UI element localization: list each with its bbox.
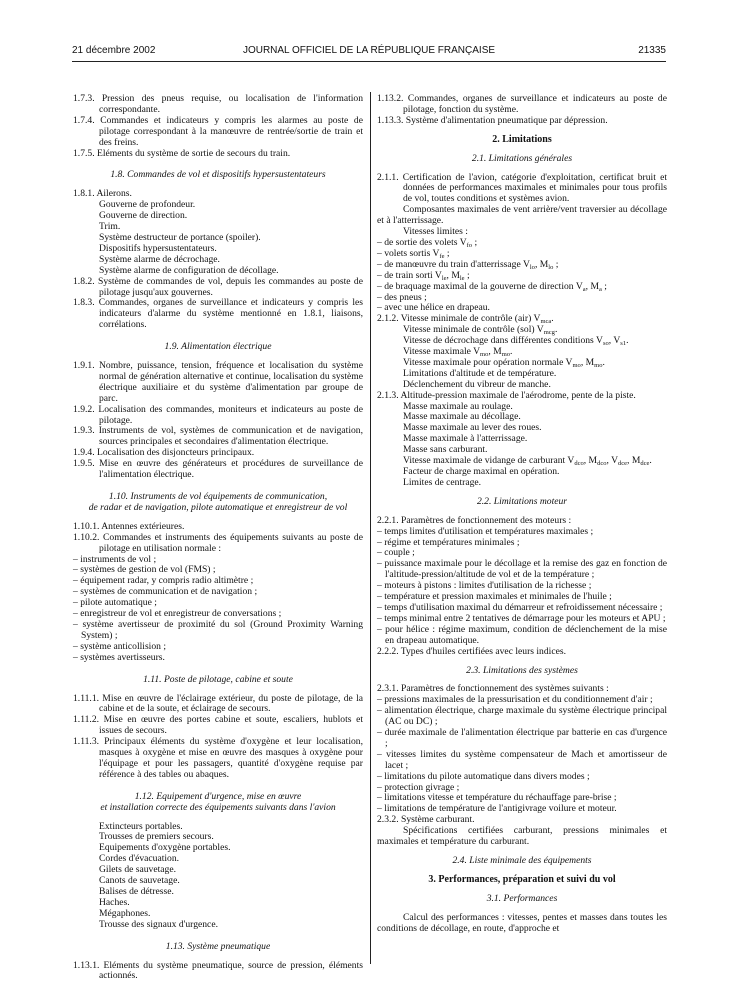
paragraph-2-2-2: 2.2.2. Types d'huiles certifiées avec leurs indices.: [377, 645, 566, 657]
list-item: – systèmes avertisseurs.: [73, 651, 165, 663]
paragraph-1-9-3: 1.9.3. Instruments de vol, systèmes de communication et de navigation, sources principales et secondaires d'alimentation électrique.: [73, 425, 363, 448]
paragraph-1-9-2: 1.9.2. Localisation des commandes, moniteurs et indicateurs au poste de pilotage.: [73, 403, 363, 426]
list-item: Déclenchement du vibreur de manche.: [403, 378, 551, 390]
list-item: – systèmes de gestion de vol (FMS) ;: [73, 564, 216, 576]
left-column: [73, 94, 363, 982]
paragraph-wind: Composantes maximales de vent arrière/vent traversier au décollage et à l'atterrissage.: [377, 204, 667, 227]
section-heading-1-12: 1.12. Equipement d'urgence, mise en œuvre: [134, 790, 302, 802]
list-item: Trousses de premiers secours.: [99, 831, 214, 843]
list-item: Mégaphones.: [99, 907, 151, 919]
list-item: Système alarme de configuration de décollage.: [99, 264, 279, 276]
chapter-heading-2: 2. Limitations: [492, 133, 552, 145]
list-item: Masse maximale au roulage.: [403, 400, 513, 412]
list-item: Masse sans carburant.: [403, 444, 488, 456]
list-item: Canots de sauvetage.: [99, 875, 180, 887]
list-item: Vitesse maximale $V_{mo}$, $M_{mo}$.: [403, 346, 513, 359]
paragraph-1-9-4: 1.9.4. Localisation des disjoncteurs principaux.: [73, 447, 255, 459]
list-item: Gouverne de direction.: [99, 210, 188, 222]
paragraph-1-8-1: 1.8.1. Ailerons.: [73, 188, 132, 200]
paragraph-1-10-1: 1.10.1. Antennes extérieures.: [73, 520, 185, 532]
page-number: 21335: [638, 45, 666, 56]
paragraph-2-3-2: 2.3.2. Système carburant.: [377, 814, 475, 826]
list-item: Facteur de charge maximal en opération.: [403, 466, 560, 477]
section-heading-2-1: 2.1. Limitations générales: [471, 152, 573, 164]
paragraph-1-7-3: 1.7.3. Pression des pneus requise, ou localisation de l'information correspondante.: [73, 93, 363, 115]
paragraph-speed-limits: Vitesses limites :: [403, 226, 468, 238]
right-column: [377, 94, 667, 935]
paragraph-performances: Calcul des performances : vitesses, pentes et masses dans toutes les conditions de décollage, en route, d'approche et: [377, 911, 667, 934]
list-item: Haches.: [99, 896, 130, 908]
list-item: – systèmes de communication et de navigation ;: [73, 586, 258, 598]
list-item: – limitations du pilote automatique dans divers modes ;: [377, 770, 590, 782]
list-item: – temps d'utilisation maximal du démarreur et refroidissement nécessaire ;: [377, 601, 663, 613]
list-item: Dispositifs hypersustentateurs.: [99, 242, 217, 254]
list-item: – de train sorti $V_{le}$, $M_{le}$ ;: [377, 269, 470, 282]
list-item: Extincteurs portables.: [99, 820, 183, 832]
list-item: – alimentation électrique, charge maximale du système électrique principal (AC ou DC) ;: [377, 705, 667, 728]
header-date: 21 décembre 2002: [72, 45, 156, 56]
list-item: – moteurs à pistons : limites d'utilisation de la richesse ;: [377, 580, 592, 592]
list-item: – temps limites d'utilisation et températures maximales ;: [377, 525, 594, 537]
list-item: Masse maximale à l'atterrissage.: [403, 433, 528, 445]
list-item: – pour hélice : régime maximum, condition de déclenchement de la mise en drapeau automatique.: [377, 623, 667, 646]
list-item: – instruments de vol ;: [73, 553, 157, 565]
list-item: Masse maximale au décollage.: [403, 411, 521, 423]
list-item: Système alarme de décrochage.: [99, 253, 220, 265]
paragraph-1-7-5: 1.7.5. Eléments du système de sortie de secours du train.: [73, 147, 291, 159]
paragraph-2-1-3: 2.1.3. Altitude-pression maximale de l'aérodrome, pente de la piste.: [377, 389, 636, 401]
paragraph-2-1-1: 2.1.1. Certification de l'avion, catégorie d'exploitation, certificat bruit et données de performances maximales et minimales pour tous profils de vol, toutes conditions et systèmes avion.: [377, 171, 667, 205]
paragraph-1-9-1: 1.9.1. Nombre, puissance, tension, fréquence et localisation du système normal de génération alternative et continue, localisation du système électrique auxiliaire et du système d'alimentation par groupe de parc.: [73, 360, 363, 404]
paragraph-1-8-2: 1.8.2. Système de commandes de vol, depuis les commandes au poste de pilotage jusqu'aux gouvernes.: [73, 275, 363, 298]
list-item: – vitesses limites du système compensateur de Mach et amortisseur de lacet ;: [377, 748, 667, 771]
list-item: Gilets de sauvetage.: [99, 864, 176, 876]
list-item: – couple ;: [377, 547, 415, 559]
list-item: – puissance maximale pour le décollage et la remise des gaz en fonction de l'altitude-pression/altitude de vol et de la température ;: [377, 558, 667, 581]
list-item: – système avertisseur de proximité du sol (Ground Proximity Warning System) ;: [73, 618, 363, 641]
list-item: – limitations de température de l'antigivrage voilure et moteur.: [377, 803, 617, 815]
list-item: Masse maximale au lever des roues.: [403, 422, 542, 434]
section-heading-2-4: 2.4. Liste minimale des équipements: [452, 855, 592, 866]
paragraph-1-8-3: 1.8.3. Commandes, organes de surveillance et indicateurs y compris les indicateurs d'alarme du système mentionné en 1.8.1, liaisons, corrélations.: [73, 297, 363, 331]
list-item: – durée maximale de l'alimentation électrique par batterie en cas d'urgence ;: [377, 727, 667, 749]
list-item: Cordes d'évacuation.: [99, 853, 180, 865]
list-item: – équipement radar, y compris radio altimètre ;: [73, 575, 254, 587]
list-item: – enregistreur de vol et enregistreur de conversations ;: [73, 608, 282, 620]
section-heading-1-10-cont: de radar et de navigation, pilote automatique et enregistreur de vol: [88, 501, 348, 513]
list-item: – de braquage maximal de la gouverne de direction $V_a$, $M_a$ ;: [377, 280, 607, 293]
list-item: Limites de centrage.: [403, 476, 482, 488]
section-heading-1-10: 1.10. Instruments de vol équipements de communication,: [108, 491, 328, 502]
section-heading-1-9: 1.9. Alimentation électrique: [164, 341, 272, 353]
section-heading-1-13: 1.13. Système pneumatique: [165, 940, 271, 952]
paragraph-1-11-3: 1.11.3. Principaux éléments du système d'oxygène et leur localisation, masques à oxygène et mise en œuvre des masques à oxygène pour l'équipage et pour les passagers, quantité d'oxygène requise par référence à des tables ou abaques.: [73, 736, 363, 780]
list-item: – pilote automatique ;: [73, 597, 157, 609]
section-heading-1-8: 1.8. Commandes de vol et dispositifs hypersustentateurs: [110, 169, 326, 181]
journal-title: JOURNAL OFFICIEL DE LA RÉPUBLIQUE FRANÇAISE: [242, 45, 496, 56]
list-item: – pressions maximales de la pressurisation et du conditionnement d'air ;: [377, 694, 653, 706]
list-item: Système destructeur de portance (spoiler).: [99, 231, 261, 243]
paragraph-1-10-2: 1.10.2. Commandes et instruments des équipements suivants au poste de pilotage en utilisation normale :: [73, 531, 363, 554]
list-item: Equipements d'oxygène portables.: [99, 842, 231, 854]
list-item: – régime et températures minimales ;: [377, 536, 520, 548]
chapter-heading-3: 3. Performances, préparation et suivi du vol: [428, 873, 616, 885]
paragraph-1-13-3: 1.13.3. Système d'alimentation pneumatique par dépression.: [377, 114, 608, 126]
paragraph-1-7-4: 1.7.4. Commandes et indicateurs y compris les alarmes au poste de pilotage correspondant à la manœuvre de rentrée/sortie de train et des freins.: [73, 114, 363, 148]
list-item: – temps minimal entre 2 tentatives de démarrage pour les moteurs et APU ;: [377, 612, 666, 624]
list-item: – de sortie des volets $V_{fo}$ ;: [377, 236, 478, 249]
list-item: – de manœuvre du train d'atterrissage $V_{lo}$, $M_{lo}$ ;: [377, 258, 559, 271]
paragraph-1-11-1: 1.11.1. Mise en œuvre de l'éclairage extérieur, du poste de pilotage, de la cabine et de la soute, et éclairage de secours.: [73, 692, 363, 715]
list-item: – limitations vitesse et température du réchauffage pare-brise ;: [377, 792, 617, 804]
section-heading-1-11: 1.11. Poste de pilotage, cabine et soute: [143, 673, 293, 685]
list-item: – système anticollision ;: [73, 640, 166, 652]
list-item: Vitesse maximale de vidange de carburant $V_{dco}$, $M_{dco}$, $V_{dce}$, $M_{dce}$.: [403, 455, 652, 468]
section-heading-3-1: 3.1. Performances: [486, 892, 558, 904]
list-item: Gouverne de profondeur.: [99, 199, 196, 211]
list-item: – volets sortis $V_{fe}$ ;: [377, 247, 450, 260]
list-item: Vitesse de décrochage dans différentes conditions $V_{so}$, $V_{s1}$.: [403, 335, 629, 348]
list-item: Trim.: [99, 221, 121, 233]
section-heading-1-12-cont: et installation correcte des équipements suivants dans l'avion: [100, 801, 336, 813]
running-header: [72, 46, 666, 60]
list-item: Vitesse minimale de contrôle (sol) $V_{mcg}$.: [403, 324, 558, 337]
list-item: – protection givrage ;: [377, 781, 460, 793]
list-item: Vitesse maximale pour opération normale $V_{mo}$, $M_{mo}$.: [403, 356, 605, 369]
paragraph-2-2-1: 2.2.1. Paramètres de fonctionnement des moteurs :: [377, 514, 572, 526]
paragraph-1-13-1: 1.13.1. Eléments du système pneumatique, source de pression, éléments actionnés.: [73, 959, 363, 982]
paragraph-2-3-1: 2.3.1. Paramètres de fonctionnement des systèmes suivants :: [377, 683, 609, 695]
section-heading-2-2: 2.2. Limitations moteur: [476, 495, 568, 507]
list-item: – des pneus ;: [377, 291, 427, 303]
header-rule: [72, 61, 666, 62]
paragraph-2-1-2: 2.1.2. Vitesse minimale de contrôle (air) $V_{mca}$.: [377, 313, 554, 326]
paragraph-1-9-5: 1.9.5. Mise en œuvre des générateurs et procédures de surveillance de l'alimentation électrique.: [73, 458, 363, 481]
column-divider: [370, 92, 371, 964]
list-item: – avec une hélice en drapeau.: [377, 302, 490, 314]
section-heading-2-3: 2.3. Limitations des systèmes: [466, 664, 578, 676]
list-item: – température et pression maximales et minimales de l'huile ;: [377, 591, 612, 603]
list-item: Balises de détresse.: [99, 886, 174, 897]
list-item: Trousse des signaux d'urgence.: [99, 918, 218, 930]
paragraph-1-13-2: 1.13.2. Commandes, organes de surveillance et indicateurs au poste de pilotage, fonction du système.: [377, 93, 667, 115]
paragraph-fuel-specs: Spécifications certifiées carburant, pressions minimales et maximales et température du carburant.: [377, 825, 667, 848]
list-item: Limitations d'altitude et de température.: [403, 367, 557, 379]
paragraph-1-11-2: 1.11.2. Mise en œuvre des portes cabine et soute, escaliers, hublots et issues de secours.: [73, 714, 363, 737]
